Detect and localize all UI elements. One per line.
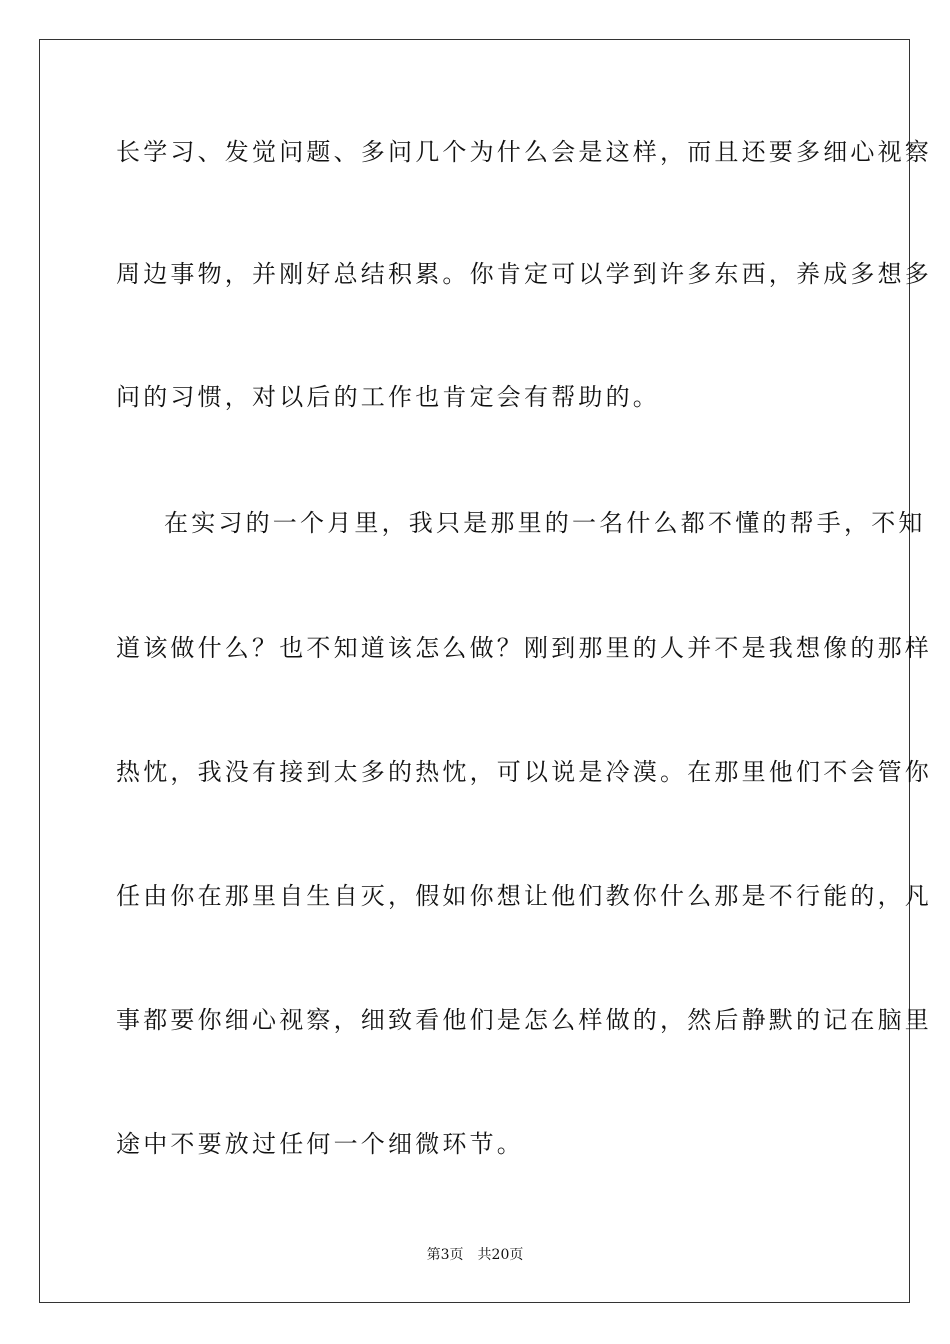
page-footer: [0, 1246, 950, 1264]
body-text-line: 周边事物，并刚好总结积累。你肯定可以学到许多东西，养成多想多: [116, 260, 932, 288]
page-number: 第3页: [426, 1247, 464, 1263]
body-text-line: 长学习、发觉问题、多问几个为什么会是这样，而且还要多细心视察: [116, 138, 932, 166]
body-text-line: 道该做什么？也不知道该怎么做？刚到那里的人并不是我想像的那样: [116, 634, 932, 662]
body-text-line: 热忱，我没有接到太多的热忱，可以说是冷漠。在那里他们不会管你: [116, 758, 932, 786]
page-border: [39, 39, 932, 1303]
body-text-line: 问的习惯，对以后的工作也肯定会有帮助的。: [116, 383, 660, 411]
body-text-line: 任由你在那里自生自灭，假如你想让他们教你什么那是不行能的，凡: [116, 882, 932, 910]
body-text-line: 事都要你细心视察，细致看他们是怎么样做的，然后静默的记在脑里: [116, 1006, 932, 1034]
paragraph-first-line: 在实习的一个月里，我只是那里的一名什么都不懂的帮手，不知: [164, 509, 926, 537]
page-total: 共20页: [477, 1247, 524, 1263]
body-text-line: 途中不要放过任何一个细微环节。: [116, 1130, 524, 1158]
